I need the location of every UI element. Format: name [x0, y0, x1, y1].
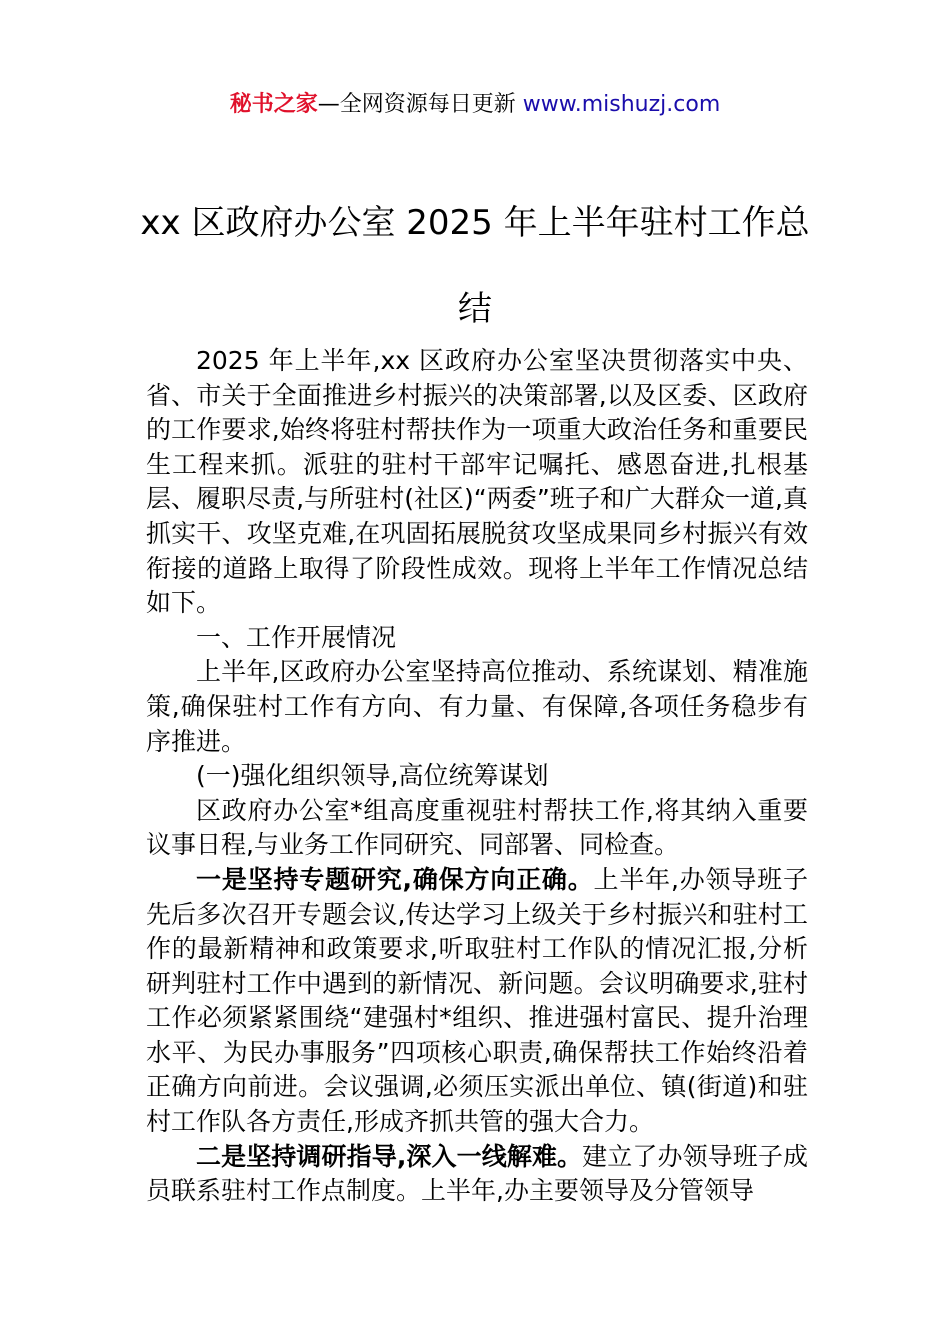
paragraph-text: 一、工作开展情况	[196, 622, 397, 652]
paragraph-text: 建立了办领导班子成员联系驻村工作点制度。上半年,办主要领导及分管领导	[146, 1141, 808, 1206]
paragraph-text: (一)强化组织领导,高位统筹谋划	[196, 761, 549, 791]
paragraph	[146, 655, 808, 759]
paragraph-point-1	[146, 863, 808, 1140]
paragraph-text: 区政府办公室*组高度重视驻村帮扶工作,将其纳入重要议事日程,与业务工作同研究、同部署、同检查。	[146, 795, 808, 860]
paragraph-text: 上半年,办领导班子先后多次召开专题会议,传达学习上级关于乡村振兴和驻村工作的最新精神和政策要求,听取驻村工作队的情况汇报,分析研判驻村工作中遇到的新情况、新问题。会议明确要求,驻村工作必须紧紧围绕“建强村*组织、推进强村富民、提升治理水平、为民办事服务”四项核心职责,确保帮扶工作始终沿着正确方向前进。会议强调,必须压实派出单位、镇(街道)和驻村工作队各方责任,形成齐抓共管的强大合力。	[146, 864, 808, 1137]
paragraph-point-2	[146, 1140, 808, 1209]
paragraph-text: 上半年,区政府办公室坚持高位推动、系统谋划、精准施策,确保驻村工作有方向、有力量、有保障,各项任务稳步有序推进。	[146, 657, 808, 756]
paragraph-lead: 二是坚持调研指导,深入一线解难。	[196, 1141, 583, 1171]
subsection-heading	[146, 759, 808, 794]
site-tagline: —全网资源每日更新	[317, 92, 523, 117]
paragraph-lead: 一是坚持专题研究,确保方向正确。	[196, 864, 594, 894]
brand-name: 秘书之家	[229, 92, 318, 117]
paragraph	[146, 794, 808, 863]
paragraph-text: 2025 年上半年,xx 区政府办公室坚决贯彻落实中央、省、市关于全面推进乡村振兴的决策部署,以及区委、区政府的工作要求,始终将驻村帮扶作为一项重大政治任务和重要民生工程来抓。派驻的驻村干部牢记嘱托、感恩奋进,扎根基层、履职尽责,与所驻村(社区)“两委”班子和广大群众一道,真抓实干、攻坚克难,在巩固拓展脱贫攻坚成果同乡村振兴有效衔接的道路上取得了阶段性成效。现将上半年工作情况总结如下。	[146, 346, 808, 618]
document-body	[146, 344, 808, 1209]
site-url-link[interactable]: www.mishuzj.com	[522, 92, 721, 117]
paragraph-intro	[146, 344, 808, 621]
section-heading	[146, 621, 808, 656]
document-title: xx 区政府办公室 2025 年上半年驻村工作总结	[140, 203, 810, 329]
site-header	[0, 88, 950, 122]
